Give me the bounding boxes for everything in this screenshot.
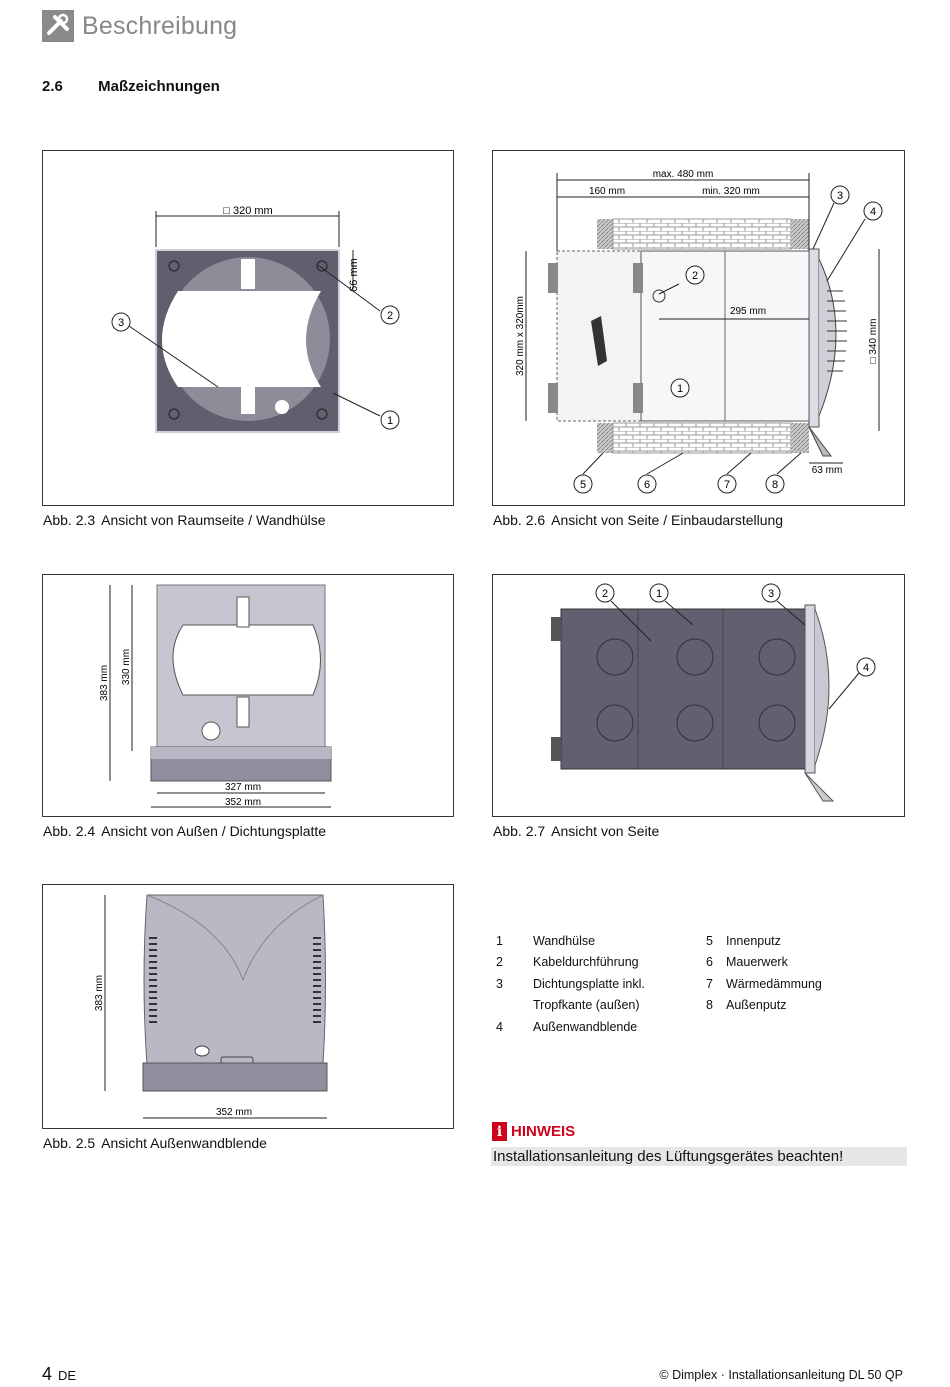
callout-4 bbox=[857, 658, 875, 676]
callout-2 bbox=[381, 306, 399, 324]
dim-63: 63 mm bbox=[811, 465, 843, 476]
svg-text:2: 2 bbox=[601, 588, 609, 600]
figure-2-3 bbox=[42, 150, 454, 506]
svg-text:4: 4 bbox=[869, 206, 877, 218]
svg-text:1: 1 bbox=[676, 383, 684, 395]
dim-327: 327 mm bbox=[224, 782, 262, 793]
callout-1 bbox=[671, 379, 689, 397]
page-number: 4 DE bbox=[42, 1364, 77, 1384]
svg-text:5: 5 bbox=[579, 479, 587, 491]
language-code: DE bbox=[58, 1368, 77, 1383]
section-heading bbox=[42, 78, 220, 95]
dim-352: 352 mm bbox=[224, 797, 262, 808]
callout-1 bbox=[381, 411, 399, 429]
caption-2-3: Abb. 2.3 Ansicht von Raumseite / Wandhülse bbox=[43, 512, 326, 528]
svg-text:8: 8 bbox=[771, 479, 779, 491]
callout-2 bbox=[686, 266, 704, 284]
svg-text:7: 7 bbox=[723, 479, 731, 491]
svg-text:4: 4 bbox=[862, 662, 870, 674]
svg-text:3: 3 bbox=[117, 317, 125, 329]
callout-8 bbox=[766, 475, 784, 493]
dim-min320: min. 320 mm bbox=[702, 186, 760, 197]
dim-295: 295 mm bbox=[729, 306, 767, 317]
dim-383: 383 mm bbox=[94, 974, 105, 1012]
info-icon: i bbox=[492, 1122, 507, 1141]
figure-2-5 bbox=[42, 884, 454, 1129]
callout-3 bbox=[112, 313, 130, 331]
section-title: Maßzeichnungen bbox=[98, 78, 220, 95]
callout-6 bbox=[638, 475, 656, 493]
dim-330: 330 mm bbox=[121, 648, 132, 686]
notice-heading bbox=[492, 1122, 575, 1141]
svg-text:3: 3 bbox=[767, 588, 775, 600]
callout-2 bbox=[596, 584, 614, 602]
svg-text:3: 3 bbox=[836, 190, 844, 202]
figure-2-4 bbox=[42, 574, 454, 817]
callout-5 bbox=[574, 475, 592, 493]
callout-3 bbox=[831, 186, 849, 204]
dim-160: 160 mm bbox=[588, 186, 626, 197]
dim-320: □ 320 mm bbox=[223, 205, 273, 217]
figure-2-6 bbox=[492, 150, 905, 506]
callout-3 bbox=[762, 584, 780, 602]
svg-text:2: 2 bbox=[386, 310, 394, 322]
dim-352: 352 mm bbox=[215, 1107, 253, 1118]
svg-text:2: 2 bbox=[691, 270, 699, 282]
figure-2-7 bbox=[492, 574, 905, 817]
tools-icon bbox=[42, 10, 74, 42]
legend: 1 Wandhülse 5 Innenputz 2 Kabeldurchführung 6 Mauerwerk 3 Dichtungsplatte inkl. 7 Wärmedämmung Tropfkante (außen) 8 Außenputz 4 Außenwandblende bbox=[496, 933, 822, 1034]
notice-title: HINWEIS bbox=[511, 1123, 576, 1140]
caption-2-4: Abb. 2.4 Ansicht von Außen / Dichtungsplatte bbox=[43, 823, 327, 839]
footer-copyright: © Dimplex · Installationsanleitung DL 50 QP bbox=[659, 1368, 903, 1382]
svg-text:1: 1 bbox=[386, 415, 394, 427]
svg-text:6: 6 bbox=[643, 479, 651, 491]
caption-2-5: Abb. 2.5 Ansicht Außenwandblende bbox=[43, 1135, 267, 1151]
callout-4 bbox=[864, 202, 882, 220]
svg-text:1: 1 bbox=[655, 588, 663, 600]
dim-320x320: 320 mm x 320mm bbox=[515, 295, 526, 377]
dim-383: 383 mm bbox=[99, 664, 110, 702]
callout-1 bbox=[650, 584, 668, 602]
page-header bbox=[42, 8, 237, 44]
section-number: 2.6 bbox=[42, 78, 63, 95]
callout-7 bbox=[718, 475, 736, 493]
page-title: Beschreibung bbox=[82, 11, 238, 40]
caption-2-7: Abb. 2.7 Ansicht von Seite bbox=[493, 823, 660, 839]
caption-2-6: Abb. 2.6 Ansicht von Seite / Einbaudarstellung bbox=[493, 512, 784, 528]
notice-text: Installationsanleitung des Lüftungsgerätes beachten! bbox=[491, 1147, 907, 1166]
dim-max480: max. 480 mm bbox=[652, 169, 714, 180]
dim-340: □ 340 mm bbox=[868, 318, 879, 364]
dim-66: 66 mm bbox=[348, 258, 360, 292]
